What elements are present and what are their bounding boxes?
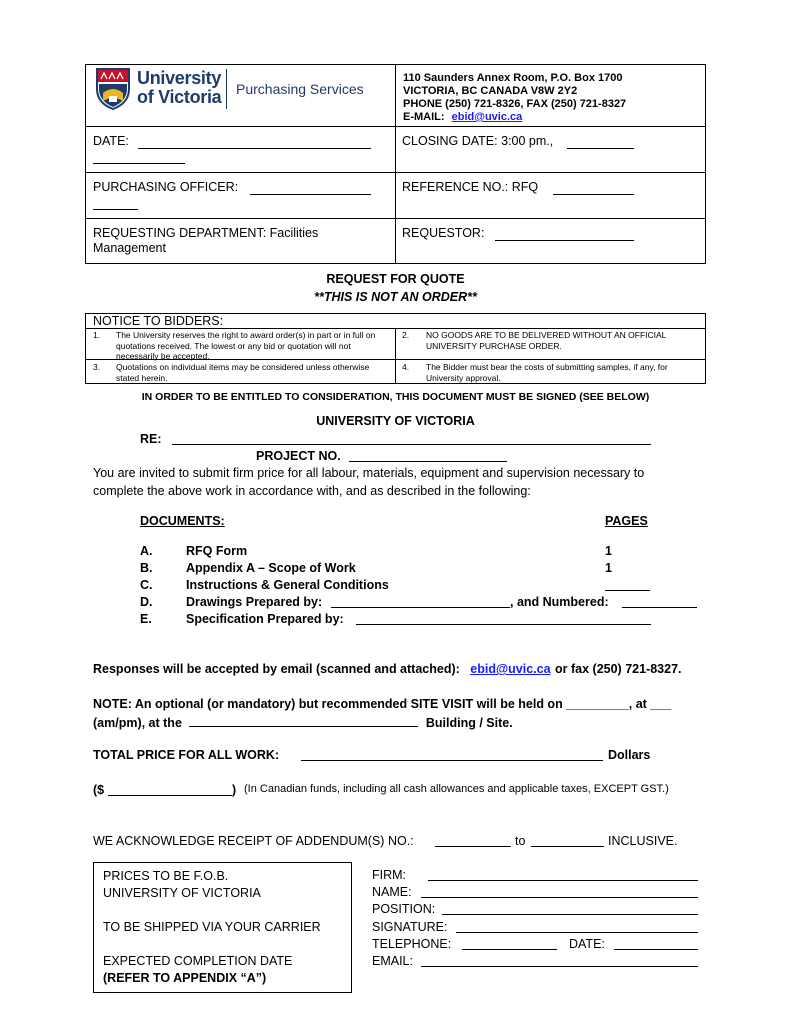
- reference-label: REFERENCE NO.: RFQ: [402, 180, 539, 194]
- purchasing-officer-field[interactable]: [250, 182, 371, 195]
- address-line3: PHONE (250) 721-8326, FAX (250) 721-8327: [403, 98, 627, 110]
- header-row-line-1: [85, 126, 706, 127]
- sig-date-field[interactable]: [614, 937, 698, 950]
- requestor-label: REQUESTOR:: [402, 226, 485, 240]
- site-visit-building-field[interactable]: [189, 714, 418, 727]
- project-label: PROJECT NO.: [256, 449, 341, 463]
- telephone-label: TELEPHONE:: [372, 937, 452, 951]
- uvic-heading: UNIVERSITY OF VICTORIA: [316, 414, 475, 428]
- firm-field[interactable]: [428, 868, 698, 881]
- uvic-logo: [95, 67, 385, 119]
- site-visit-line1: NOTE: An optional (or mandatory) but recommended SITE VISIT will be held on _________, at ___: [93, 697, 672, 711]
- notice-item-1-text: The University reserves the right to award order(s) in part or in full on quotations received. The lowest or any bid or quotation will not necessarily be accepted.: [116, 330, 376, 361]
- addendum-from-field[interactable]: [435, 834, 511, 847]
- doc-row-e-name: Specification Prepared by:: [186, 612, 344, 626]
- shipping-line5: (REFER TO APPENDIX “A”): [103, 971, 267, 985]
- signature-field[interactable]: [456, 920, 698, 933]
- uvic-crest-icon: [95, 67, 131, 111]
- intro-line1: You are invited to submit firm price for all labour, materials, equipment and supervision necessary to: [93, 466, 645, 480]
- total-note: (In Canadian funds, including all cash allowances and applicable taxes, EXCEPT GST.): [244, 783, 669, 795]
- header-row-line-2: [85, 172, 706, 173]
- responses-row: [93, 662, 682, 676]
- doc-row-d-numbered-label: , and Numbered:: [510, 595, 609, 609]
- address-line2: VICTORIA, BC CANADA V8W 2Y2: [403, 85, 578, 97]
- responses-email-link[interactable]: ebid@uvic.ca: [470, 662, 551, 676]
- title-request-for-quote: REQUEST FOR QUOTE: [326, 272, 465, 286]
- purchasing-officer-label: PURCHASING OFFICER:: [93, 180, 239, 194]
- requestor-field[interactable]: [495, 228, 634, 241]
- doc-row-c-letter: C.: [140, 578, 153, 592]
- date-field[interactable]: [138, 136, 371, 149]
- email-label: EMAIL:: [372, 954, 413, 968]
- closing-date-field[interactable]: [567, 136, 634, 149]
- doc-row-e-field[interactable]: [356, 612, 651, 625]
- signed-notice: IN ORDER TO BE ENTITLED TO CONSIDERATION, THIS DOCUMENT MUST BE SIGNED (SEE BELOW): [141, 391, 650, 403]
- doc-row-a-pages: 1: [605, 544, 612, 558]
- responses-text: Responses will be accepted by email (scanned and attached):: [93, 662, 460, 676]
- addendum-inclusive: INCLUSIVE.: [608, 834, 678, 848]
- notice-item-4-num: 4.: [402, 362, 410, 372]
- doc-row-c-pages-field[interactable]: [605, 578, 650, 591]
- sig-date-label: DATE:: [569, 937, 605, 951]
- address-email-row: [403, 111, 522, 123]
- addendum-to-field[interactable]: [531, 834, 604, 847]
- doc-row-d-letter: D.: [140, 595, 153, 609]
- date-field-cont[interactable]: [93, 151, 185, 164]
- doc-row-b-pages: 1: [605, 561, 612, 575]
- total-amount-field[interactable]: [108, 783, 232, 796]
- address-line1: 110 Saunders Annex Room, P.O. Box 1700: [403, 72, 623, 84]
- doc-row-b-letter: B.: [140, 561, 153, 575]
- title-not-an-order: **THIS IS NOT AN ORDER**: [314, 290, 477, 304]
- notice-heading: NOTICE TO BIDDERS:: [93, 314, 224, 328]
- site-visit-ampm: (am/pm), at the: [93, 716, 182, 730]
- doc-row-e-letter: E.: [140, 612, 152, 626]
- doc-row-d-name: Drawings Prepared by:: [186, 595, 323, 609]
- total-dollars-label: Dollars: [608, 748, 651, 762]
- email-field[interactable]: [421, 954, 698, 967]
- signature-label: SIGNATURE:: [372, 920, 448, 934]
- header-row-line-3: [85, 218, 706, 219]
- firm-label: FIRM:: [372, 868, 407, 882]
- documents-heading: DOCUMENTS:: [140, 514, 225, 528]
- notice-divider: [395, 328, 396, 384]
- doc-row-a-letter: A.: [140, 544, 153, 558]
- doc-row-d-prepared-field[interactable]: [331, 595, 510, 608]
- shipping-line4: EXPECTED COMPLETION DATE: [103, 954, 293, 968]
- logo-university-line1: University: [137, 68, 222, 88]
- total-field[interactable]: [301, 748, 603, 761]
- total-paren-open: ($: [93, 783, 105, 797]
- site-visit-building-label: Building / Site.: [425, 716, 513, 730]
- total-label: TOTAL PRICE FOR ALL WORK:: [93, 748, 280, 762]
- name-field[interactable]: [421, 885, 698, 898]
- logo-university-line2: of Victoria: [137, 87, 222, 107]
- telephone-field[interactable]: [462, 937, 557, 950]
- shipping-line1: PRICES TO BE F.O.B.: [103, 869, 229, 883]
- addendum-to: to: [515, 834, 526, 848]
- pages-heading: PAGES: [605, 514, 648, 528]
- notice-item-4-text: The Bidder must bear the costs of submitting samples, if any, for University approval.: [426, 362, 668, 383]
- doc-row-b-name: Appendix A – Scope of Work: [186, 561, 356, 575]
- header-divider: [395, 64, 396, 264]
- notice-item-2-text: NO GOODS ARE TO BE DELIVERED WITHOUT AN OFFICIAL UNIVERSITY PURCHASE ORDER.: [426, 330, 667, 351]
- position-field[interactable]: [442, 902, 698, 915]
- date-label: DATE:: [93, 134, 129, 148]
- doc-row-c-name: Instructions & General Conditions: [186, 578, 389, 592]
- re-field[interactable]: [172, 432, 651, 445]
- project-field[interactable]: [349, 449, 507, 462]
- shipping-line3: TO BE SHIPPED VIA YOUR CARRIER: [103, 920, 321, 934]
- address-email-label: E-MAIL:: [403, 111, 445, 123]
- reference-field[interactable]: [553, 182, 634, 195]
- responses-fax: or fax (250) 721-8327.: [555, 662, 682, 676]
- notice-item-3-text: Quotations on individual items may be considered unless otherwise stated herein.: [116, 362, 370, 383]
- logo-department: Purchasing Services: [236, 81, 364, 97]
- site-visit-line2: [93, 714, 513, 730]
- total-paren-close: ): [232, 783, 237, 797]
- intro-line2: complete the above work in accordance with, and as described in the following:: [93, 484, 531, 498]
- re-label: RE:: [140, 432, 162, 446]
- addendum-label: WE ACKNOWLEDGE RECEIPT OF ADDENDUM(S) NO.:: [93, 834, 414, 848]
- requesting-dept-cont: Management: [93, 241, 166, 255]
- purchasing-officer-field-cont[interactable]: [93, 197, 138, 210]
- logo-divider: [226, 69, 227, 109]
- position-label: POSITION:: [372, 902, 436, 916]
- notice-item-1-num: 1.: [93, 330, 101, 340]
- name-label: NAME:: [372, 885, 412, 899]
- doc-row-d-numbered-field[interactable]: [622, 595, 697, 608]
- notice-item-2-num: 2.: [402, 330, 410, 340]
- closing-date-label: CLOSING DATE: 3:00 pm.,: [402, 134, 554, 148]
- shipping-line2: UNIVERSITY OF VICTORIA: [103, 886, 261, 900]
- notice-item-3-num: 3.: [93, 362, 101, 372]
- requesting-dept-label: REQUESTING DEPARTMENT: Facilities: [93, 226, 319, 240]
- doc-row-a-name: RFQ Form: [186, 544, 248, 558]
- address-email-link[interactable]: ebid@uvic.ca: [451, 111, 523, 123]
